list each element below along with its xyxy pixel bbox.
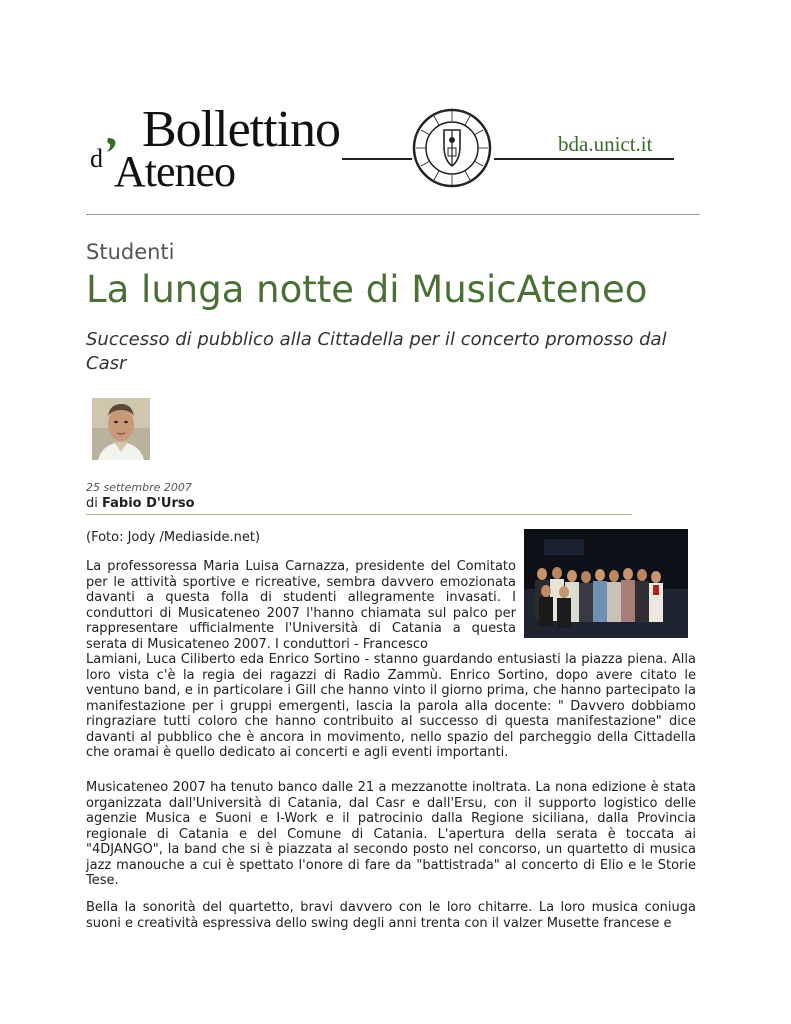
concert-photo — [524, 529, 688, 638]
paragraph-1b: Lamiani, Luca Ciliberto eda Enrico Sortino - stanno guardando entusiasti la piazza piena. Alla loro vista c'è la regia dei ragazzi di Radio Zammù. Enrico Sortino, dopo avere citato le ventuno band, e in particolare i Gill che hanno vinto il giorno prima, che hanno partecipato la manifestazione per i gruppi emergenti, lascia la parola alla docente: " Davvero dobbiamo ringraziare tutti coloro che hanno contribuito al successo di questa manifestazione" dice davanti al pubblico che è ancora in movimento, nello spazio del parcheggio della Cittadella che oramai è quello dedicato ai concerti e agli eventi importanti. — [86, 652, 696, 760]
section-label: Studenti — [86, 240, 175, 264]
masthead-rule-left — [342, 158, 412, 160]
article-subtitle: Successo di pubblico alla Cittadella per il concerto promosso dal Casr — [86, 329, 667, 374]
article-title: La lunga notte di MusicAteneo — [86, 268, 648, 311]
logo-d: d — [90, 144, 103, 173]
article-date: 25 settembre 2007 — [86, 481, 192, 494]
byline — [86, 496, 195, 511]
author-name: Fabio D'Urso — [102, 496, 195, 511]
masthead-rule-right — [494, 158, 674, 160]
site-url[interactable]: bda.unict.it — [558, 132, 653, 156]
university-seal-icon — [412, 108, 492, 188]
header-divider — [86, 214, 700, 215]
byline-prefix: di — [86, 496, 98, 511]
masthead — [90, 101, 690, 198]
paragraph-1a: La professoressa Maria Luisa Carnazza, presidente del Comitato per le attività sportive e ricreative, sembra davvero emozionata davanti a questa folla di studenti allegramente invasati. I conduttori di Musicateneo 2007 l'hanno chiamata sul palco per rappresentare ufficialmente l'Università di Catania a questa serata di Musicateneo 2007. I conduttori - Francesco — [86, 559, 516, 652]
logo-ateneo: Ateneo — [114, 147, 236, 196]
paragraph-3: Bella la sonorità del quartetto, bravi davvero con le loro chitarre. La loro musica coniuga suoni e creatività espressiva dello swing degli anni trenta con il valzer Musette francese e — [86, 900, 696, 931]
author-photo — [92, 398, 150, 460]
logo-bollettino: Bollettino — [142, 101, 340, 158]
photo-credit: (Foto: Jody /Mediaside.net) — [86, 530, 261, 545]
byline-divider — [86, 514, 632, 515]
paragraph-2: Musicateneo 2007 ha tenuto banco dalle 21 a mezzanotte inoltrata. La nona edizione è stata organizzata dall'Università di Catania, dal Casr e dall'Ersu, con il supporto logistico delle agenzie Musica e Suoni e I-Work e il patrocinio dalla Regione siciliana, dalla Provincia regionale di Catania e del Comune di Catania. L'apertura della serata è toccata ai "4DJANGO", la band che si è piazzata al secondo posto nel concorso, un quartetto di musica jazz manouche a cui è spettato l'onore di fare da "battistrada" al concerto di Elio e le Storie Tese. — [86, 780, 696, 888]
